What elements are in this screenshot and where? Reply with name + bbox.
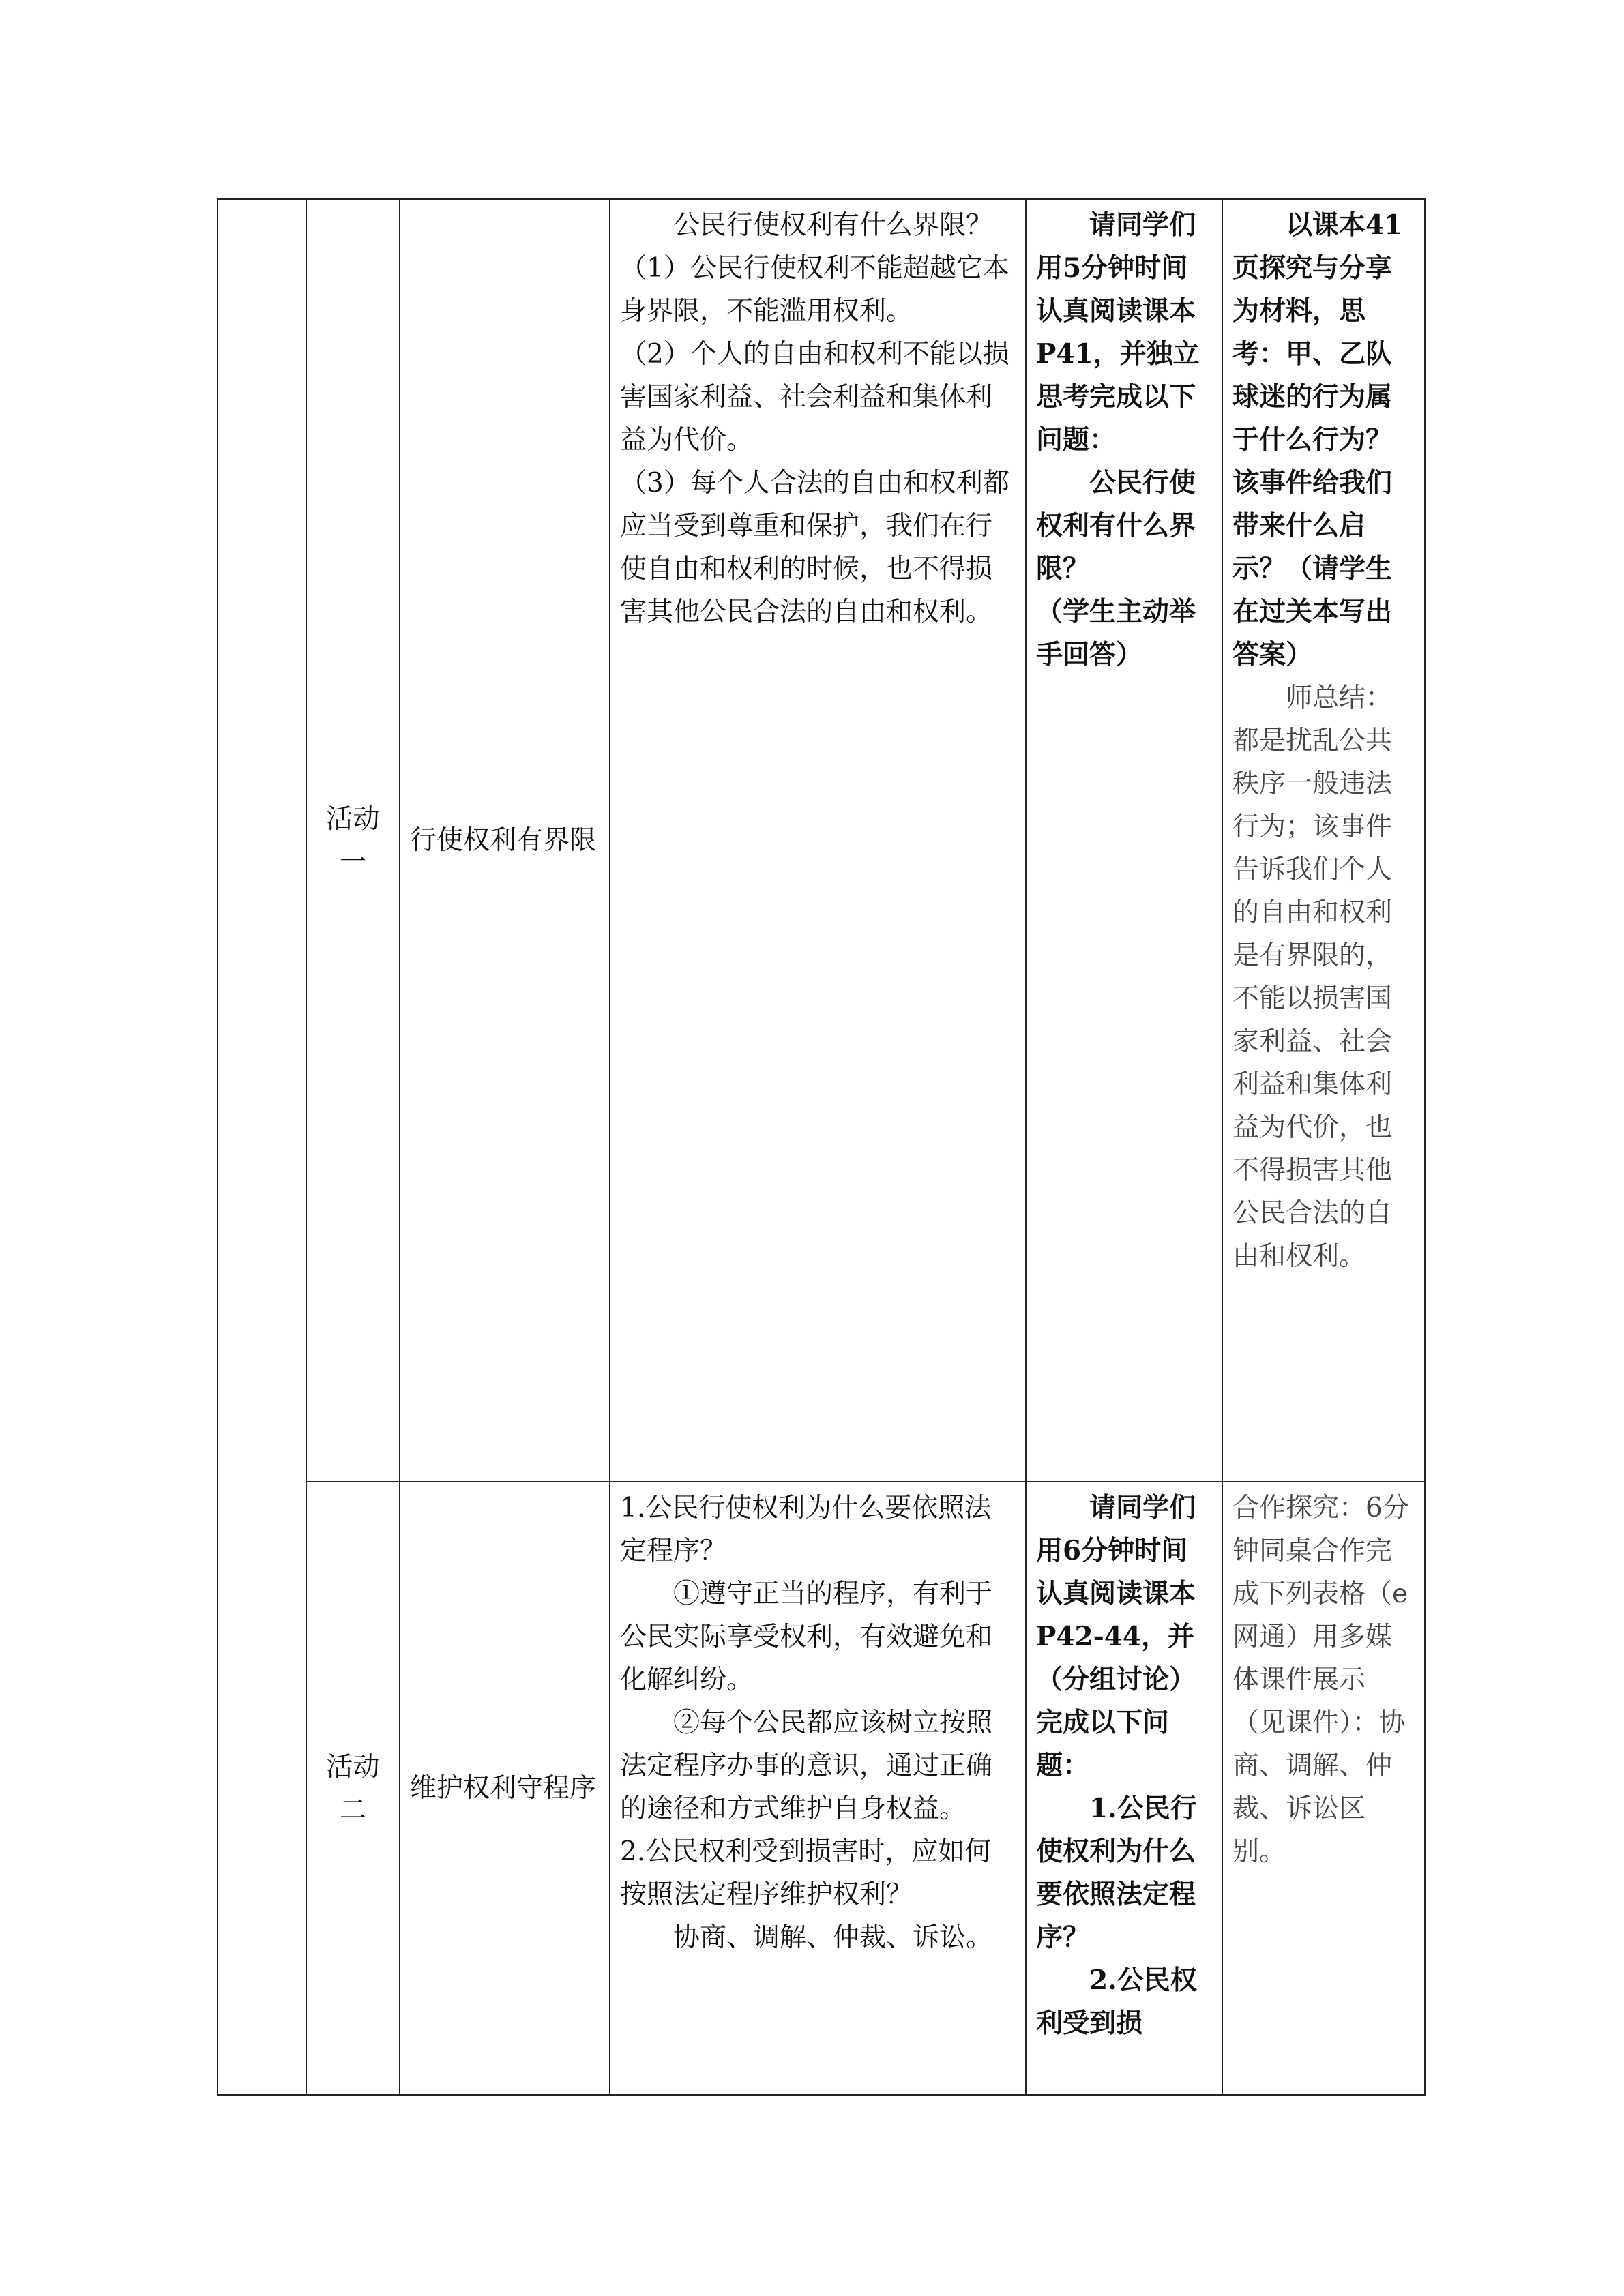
content-paragraph: ①遵守正当的程序，有利于公民实际享受权利，有效避免和化解纠纷。: [620, 1579, 993, 1695]
student-activity-cell: [1026, 199, 1222, 1482]
content-paragraph: 2.公民权利受到损害时，应如何按照法定程序维护权利？: [620, 1836, 992, 1910]
activity-cell: [306, 1482, 400, 2095]
content-paragraph: 1.公民行使权利为什么要依照法定程序？: [620, 1493, 992, 1566]
topic-cell: [400, 199, 610, 1482]
content-paragraph: 公民行使权利有什么界限？: [673, 210, 993, 241]
content-paragraph: ②每个公民都应该树立按照法定程序办事的意识，通过正确的途径和方式维护自身权益。: [620, 1708, 993, 1824]
student-activity-cell: [1026, 1482, 1222, 2095]
teacher-activity-cell: [1222, 199, 1425, 1482]
student-paragraph: 2.公民权利受到损: [1036, 1965, 1197, 2039]
student-paragraph: 公民行使权利有什么界限？: [1036, 467, 1196, 584]
table-row: [218, 1482, 1425, 2095]
content-paragraph: 协商、调解、仲裁、诉讼。: [673, 1922, 993, 1953]
teacher-paragraph: 师总结：都是扰乱公共秩序一般违法行为；该事件告诉我们个人的自由和权利是有界限的，不能以损害国家利益、社会利益和集体利益为代价，也不得损害其他公民合法的自由和权利。: [1232, 683, 1393, 1272]
blank-left-cell: [218, 199, 306, 2095]
lesson-plan-table: [217, 198, 1426, 2096]
content-cell: [610, 199, 1026, 1482]
topic-label: 维护权利守程序: [410, 1773, 597, 1804]
topic-label: 行使权利有界限: [410, 825, 597, 856]
student-paragraph: 请同学们用5分钟时间认真阅读课本P41，并独立思考完成以下问题：: [1036, 209, 1200, 456]
content-paragraph: （2）个人的自由和权利不能以损害国家利益、社会利益和集体利益为代价。: [620, 339, 1009, 456]
content-cell: [610, 1482, 1026, 2095]
topic-cell: [400, 1482, 610, 2095]
activity-label: 活动一: [326, 803, 380, 878]
student-paragraph: 请同学们用6分钟时间认真阅读课本P42-44，并（分组讨论）完成以下问题：: [1036, 1492, 1196, 1781]
teacher-paragraph: 以课本41页探究与分享为材料，思考：甲、乙队球迷的行为属于什么行为？该事件给我们带来什么启示？（请学生在过关本写出答案）: [1232, 209, 1403, 670]
activity-cell: [306, 199, 400, 1482]
teacher-activity-cell: [1222, 1482, 1425, 2095]
teacher-paragraph: 合作探究：6分钟同桌合作完成下列表格（e网通）用多媒体课件展示（见课件）：协商、调解、仲裁、诉讼区别。: [1232, 1493, 1409, 1867]
activity-label: 活动二: [326, 1751, 380, 1825]
student-paragraph: （学生主动举手回答）: [1036, 596, 1196, 670]
content-paragraph: （3）每个人合法的自由和权利都应当受到尊重和保护，我们在行使自由和权利的时候，也不得损害其他公民合法的自由和权利。: [620, 468, 1009, 627]
content-paragraph: （1）公民行使权利不能超越它本身界限，不能滥用权利。: [620, 253, 1009, 327]
student-paragraph: 1.公民行使权利为什么要依照法定程序？: [1036, 1793, 1197, 1953]
table-row: [218, 199, 1425, 1482]
